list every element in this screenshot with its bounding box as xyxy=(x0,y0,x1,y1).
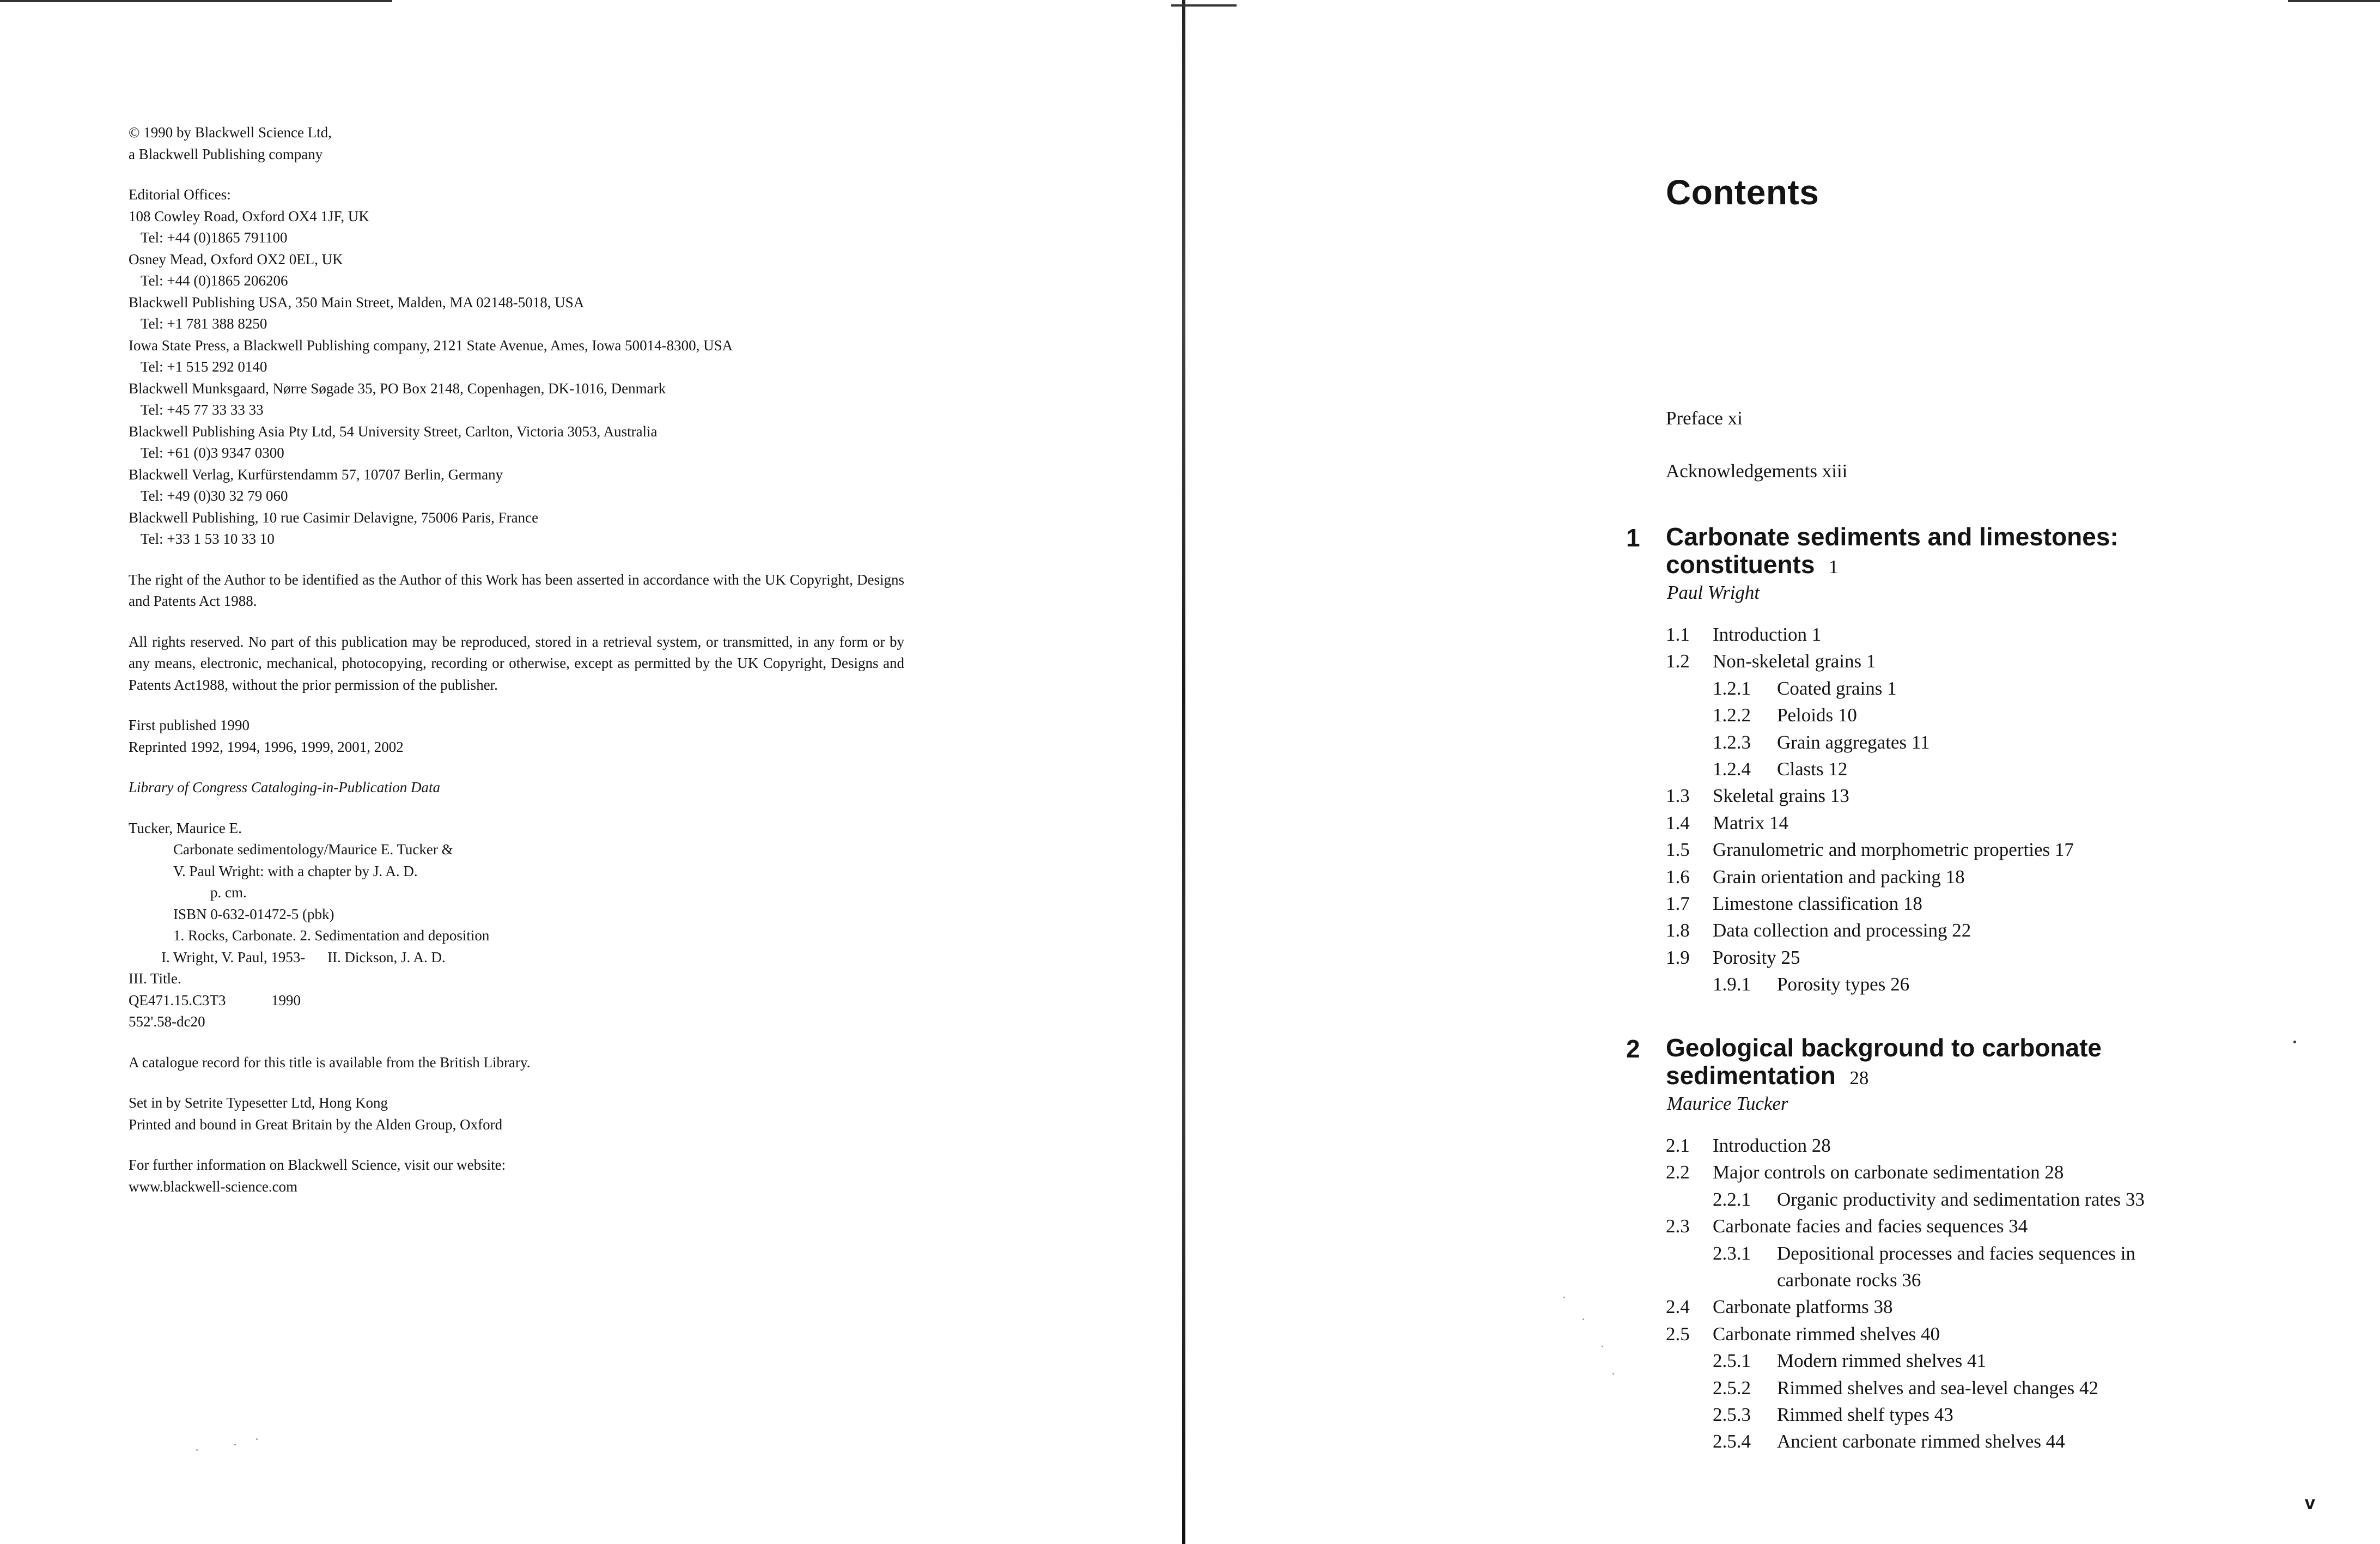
office-address: Blackwell Publishing, 10 rue Casimir Delavigne, 75006 Paris, France xyxy=(129,509,539,526)
cip-added-entries xyxy=(129,947,913,969)
gutter-tick xyxy=(1171,4,1237,7)
office-address: Blackwell Publishing USA, 350 Main Street, Malden, MA 02148-5018, USA xyxy=(129,294,585,311)
scan-speck xyxy=(1563,1297,1565,1298)
section-number: 1.9 xyxy=(1666,946,1690,968)
toc-section xyxy=(1666,621,2238,648)
office-tel: Tel: +45 77 33 33 33 xyxy=(141,402,264,418)
scan-speck xyxy=(234,1444,236,1445)
section-number: 1.2 xyxy=(1666,651,1690,672)
copyright-page xyxy=(129,122,913,1197)
toc-section xyxy=(1666,1321,2238,1347)
office-address: Blackwell Publishing Asia Pty Ltd, 54 University Street, Carlton, Victoria 3053, Australia xyxy=(129,423,658,440)
toc-preface: Preface xi xyxy=(1666,408,1743,429)
chapter-page: 1 xyxy=(1829,556,1839,578)
subsection-title: Grain aggregates 11 xyxy=(1777,731,1930,753)
copyright-line: © 1990 by Blackwell Science Ltd, xyxy=(129,124,332,141)
section-title: Carbonate facies and facies sequences 34 xyxy=(1713,1215,2028,1237)
office-address: 108 Cowley Road, Oxford OX4 1JF, UK xyxy=(129,208,369,224)
cip-subjects: 1. Rocks, Carbonate. 2. Sedimentation and deposition xyxy=(173,927,490,944)
cip-title: Carbonate sedimentology/Maurice E. Tucker & xyxy=(173,841,453,858)
subsection-number: 2.2.1 xyxy=(1713,1188,1751,1210)
all-rights-reserved: All rights reserved. No part of this publication may be reproduced, stored in a retrieval system, or transmitted, in any form or by any means, electronic, mechanical, photocopying, recording or otherwise, except as permitted by the UK Copyright, Designs and Patents Act1988, without the prior permission of the publisher. xyxy=(129,633,904,693)
office-address: Osney Mead, Oxford OX2 0EL, UK xyxy=(129,251,343,268)
section-title: Grain orientation and packing 18 xyxy=(1713,866,1965,888)
toc-subsection xyxy=(1666,702,2238,728)
chapter-author: Paul Wright xyxy=(1667,582,1760,603)
toc-subsection xyxy=(1666,971,2238,998)
toc-section xyxy=(1666,648,2238,674)
subsection-number: 2.5.1 xyxy=(1713,1350,1751,1372)
subsection-title: Porosity types 26 xyxy=(1777,974,1910,995)
subsection-title: Ancient carbonate rimmed shelves 44 xyxy=(1777,1431,2065,1452)
page-title: Contents xyxy=(1666,173,1819,212)
toc-section xyxy=(1666,917,2238,944)
subsection-number: 2.5.3 xyxy=(1713,1404,1751,1426)
subsection-title: Modern rimmed shelves 41 xyxy=(1777,1350,1986,1372)
subsection-title: Coated grains 1 xyxy=(1777,677,1897,699)
subsection-title: Organic productivity and sedimentation rates 33 xyxy=(1777,1188,2145,1210)
cip-added-entry: I. Wright, V. Paul, 1953- xyxy=(161,949,306,965)
top-edge-rule-right xyxy=(2288,0,2380,2)
scan-speck xyxy=(1612,1373,1614,1375)
scan-speck xyxy=(256,1438,258,1440)
printer: Printed and bound in Great Britain by the Alden Group, Oxford xyxy=(129,1116,503,1133)
toc-section xyxy=(1666,890,2238,917)
chapter-author: Maurice Tucker xyxy=(1667,1093,1788,1114)
section-title: Data collection and processing 22 xyxy=(1713,920,1971,941)
chapter-sections xyxy=(1666,621,2238,998)
toc-acknowledgements: Acknowledgements xiii xyxy=(1666,460,1848,482)
office-address: Blackwell Munksgaard, Nørre Søgade 35, PO Box 2148, Copenhagen, DK-1016, Denmark xyxy=(129,380,666,397)
section-title: Skeletal grains 13 xyxy=(1713,785,1849,807)
section-number: 1.6 xyxy=(1666,866,1690,888)
cip-pages: p. cm. xyxy=(210,884,247,901)
toc-subsection xyxy=(1666,1240,2238,1267)
cip-author: Tucker, Maurice E. xyxy=(129,819,242,836)
toc-subsection xyxy=(1666,675,2238,702)
toc-subsection-continuation: carbonate rocks 36 xyxy=(1777,1269,1921,1291)
offices-heading: Editorial Offices: xyxy=(129,186,231,203)
cip-isbn: ISBN 0-632-01472-5 (pbk) xyxy=(173,905,334,922)
section-title: Limestone classification 18 xyxy=(1713,893,1922,915)
chapter-title xyxy=(1666,523,2211,581)
toc-section xyxy=(1666,1159,2238,1186)
toc-section xyxy=(1666,1293,2238,1320)
chapter-title-line-2 xyxy=(1666,551,2211,581)
cip-title-entry: III. Title. xyxy=(129,970,181,987)
scan-speck xyxy=(2293,1041,2296,1043)
section-title: Non-skeletal grains 1 xyxy=(1713,651,1876,672)
top-edge-rule xyxy=(0,0,392,2)
chapter-number: 2 xyxy=(1626,1035,1640,1063)
office-tel: Tel: +1 781 388 8250 xyxy=(141,315,267,332)
section-number: 1.1 xyxy=(1666,624,1690,645)
scan-speck xyxy=(1602,1346,1603,1347)
cip-lc-class: QE471.15.C3T3 xyxy=(129,992,226,1008)
subsection-title: Rimmed shelf types 43 xyxy=(1777,1404,1953,1426)
chapter-sections xyxy=(1666,1132,2238,1455)
british-library-note: A catalogue record for this title is available from the British Library. xyxy=(129,1054,531,1071)
chapter-title-line: Carbonate sediments and limestones: xyxy=(1666,522,2119,551)
section-title: Matrix 14 xyxy=(1713,812,1789,834)
cip-dewey: 552'.58-dc20 xyxy=(129,1013,205,1030)
subsection-title: Rimmed shelves and sea-level changes 42 xyxy=(1777,1377,2098,1399)
toc-section xyxy=(1666,782,2238,809)
toc-subsection xyxy=(1666,1375,2238,1401)
section-title: Major controls on carbonate sedimentation 28 xyxy=(1713,1162,2064,1183)
chapter-title-text: constituents xyxy=(1666,550,1815,579)
subsection-title: Clasts 12 xyxy=(1777,758,1848,780)
toc-section xyxy=(1666,836,2238,863)
cip-lc-year: 1990 xyxy=(271,992,301,1008)
typesetter: Set in by Setrite Typesetter Ltd, Hong Kong xyxy=(129,1095,388,1111)
toc-subsection xyxy=(1666,1401,2238,1428)
cip-heading: Library of Congress Cataloging-in-Publication Data xyxy=(129,779,441,795)
toc-subsection xyxy=(1666,756,2238,782)
office-address: Iowa State Press, a Blackwell Publishing company, 2121 State Avenue, Ames, Iowa 50014-8300, USA xyxy=(129,337,733,354)
reprinted: Reprinted 1992, 1994, 1996, 1999, 2001, 2002 xyxy=(129,738,404,755)
rights-statement: The right of the Author to be identified as the Author of this Work has been asserted in accordance with the UK Copyright, Designs and Patents Act 1988. xyxy=(129,571,904,609)
subsection-number: 2.5.4 xyxy=(1713,1431,1751,1452)
section-title: Porosity 25 xyxy=(1713,946,1800,968)
toc-subsection xyxy=(1666,1347,2238,1374)
section-number: 1.5 xyxy=(1666,839,1690,861)
section-number: 1.8 xyxy=(1666,920,1690,941)
chapter-title-text: sedimentation xyxy=(1666,1061,1836,1090)
toc-section xyxy=(1666,864,2238,890)
section-number: 1.3 xyxy=(1666,785,1690,807)
section-number: 2.4 xyxy=(1666,1296,1690,1318)
section-title: Granulometric and morphometric properties 17 xyxy=(1713,839,2074,861)
section-number: 1.7 xyxy=(1666,893,1690,915)
chapter-title-line-2 xyxy=(1666,1062,2211,1092)
subsection-number: 1.2.4 xyxy=(1713,758,1751,780)
book-gutter xyxy=(1182,0,1185,1544)
chapter-title-line: Geological background to carbonate xyxy=(1666,1034,2102,1062)
subsection-number: 1.2.2 xyxy=(1713,704,1751,726)
cip-classification xyxy=(129,990,913,1012)
further-info: For further information on Blackwell Science, visit our website: xyxy=(129,1157,506,1173)
section-title: Introduction 1 xyxy=(1713,624,1822,645)
section-number: 2.5 xyxy=(1666,1323,1690,1345)
section-title: Carbonate platforms 38 xyxy=(1713,1296,1893,1318)
toc-subsection xyxy=(1666,729,2238,756)
section-number: 1.4 xyxy=(1666,812,1690,834)
first-published: First published 1990 xyxy=(129,717,250,733)
subsection-number: 1.9.1 xyxy=(1713,974,1751,995)
toc-section xyxy=(1666,1132,2238,1159)
section-number: 2.2 xyxy=(1666,1162,1690,1183)
office-tel: Tel: +61 (0)3 9347 0300 xyxy=(141,445,284,461)
office-tel: Tel: +1 515 292 0140 xyxy=(141,358,267,375)
toc-section xyxy=(1666,810,2238,836)
subsection-number: 1.2.3 xyxy=(1713,731,1751,753)
chapter-page: 28 xyxy=(1849,1067,1869,1089)
toc-section xyxy=(1666,944,2238,971)
toc-subsection xyxy=(1666,1186,2238,1213)
chapter-title xyxy=(1666,1034,2211,1092)
scan-speck xyxy=(1582,1318,1584,1320)
office-tel: Tel: +44 (0)1865 791100 xyxy=(141,229,288,246)
subsection-title: Depositional processes and facies sequences in xyxy=(1777,1242,2135,1264)
scan-speck xyxy=(196,1449,198,1451)
chapter-number: 1 xyxy=(1626,524,1640,552)
subsection-number: 2.5.2 xyxy=(1713,1377,1751,1399)
cip-added-entry: II. Dickson, J. A. D. xyxy=(327,949,446,965)
section-title: Carbonate rimmed shelves 40 xyxy=(1713,1323,1940,1345)
cip-block xyxy=(129,818,913,1033)
toc-section xyxy=(1666,1213,2238,1239)
cip-title-cont: V. Paul Wright: with a chapter by J. A. D. xyxy=(173,862,418,879)
subsection-number: 1.2.1 xyxy=(1713,677,1751,699)
website: www.blackwell-science.com xyxy=(129,1178,298,1195)
office-address: Blackwell Verlag, Kurfürstendamm 57, 10707 Berlin, Germany xyxy=(129,466,503,483)
office-tel: Tel: +33 1 53 10 33 10 xyxy=(141,531,275,547)
publisher-line: a Blackwell Publishing company xyxy=(129,145,323,162)
offices-list xyxy=(129,206,913,550)
subsection-title: Peloids 10 xyxy=(1777,704,1857,726)
office-tel: Tel: +44 (0)1865 206206 xyxy=(141,272,288,289)
page-folio: v xyxy=(2305,1493,2315,1513)
section-number: 2.1 xyxy=(1666,1135,1690,1156)
section-title: Introduction 28 xyxy=(1713,1135,1831,1156)
toc-subsection xyxy=(1666,1428,2238,1455)
office-tel: Tel: +49 (0)30 32 79 060 xyxy=(141,488,288,504)
subsection-number: 2.3.1 xyxy=(1713,1242,1751,1264)
section-number: 2.3 xyxy=(1666,1215,1690,1237)
